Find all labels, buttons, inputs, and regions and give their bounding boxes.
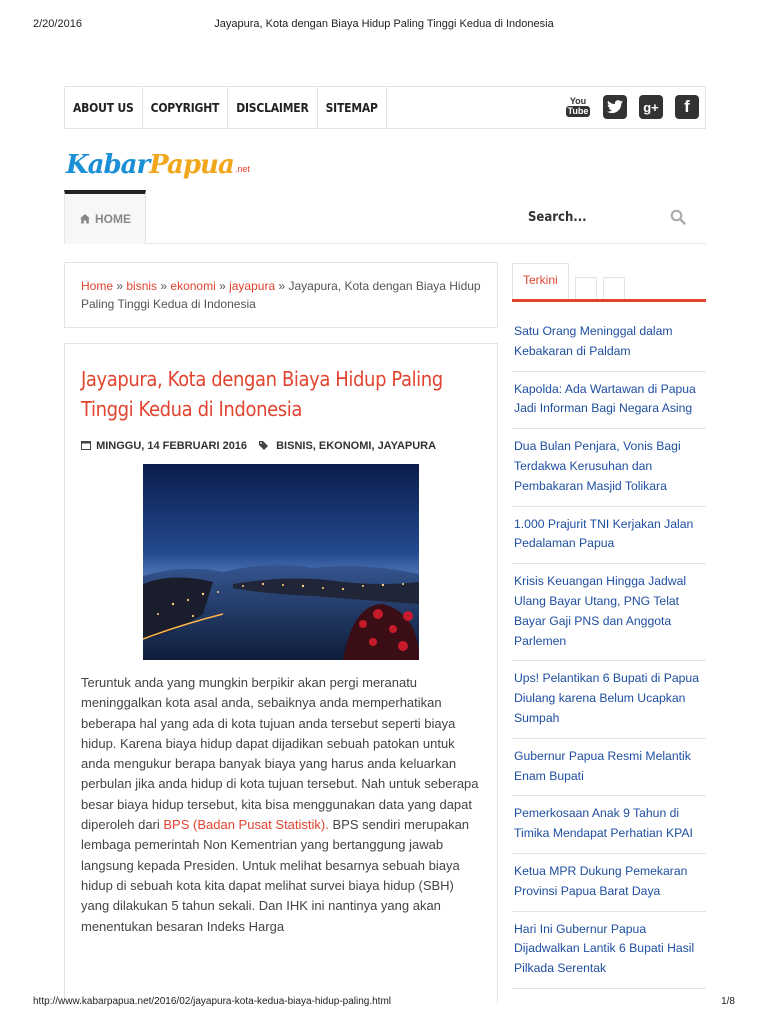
top-bar (64, 86, 706, 129)
tab-empty-1[interactable] (575, 277, 597, 299)
recent-post-item[interactable]: Ketua MPR Dukung Pemekaran Provinsi Papua Barat Daya (512, 854, 706, 912)
breadcrumb-ekonomi[interactable]: ekonomi (170, 279, 216, 293)
sidebar (512, 262, 706, 992)
search-icon[interactable] (670, 209, 686, 225)
article (64, 343, 498, 1003)
sidebar-tabs (512, 262, 706, 302)
print-page-number: 1/8 (721, 996, 735, 1007)
search-input[interactable]: Search... (528, 209, 587, 225)
breadcrumb-current: Jayapura, Kota dengan Biaya Hidup Paling Tinggi Kedua di Indonesia (81, 279, 481, 311)
home-icon (79, 213, 91, 225)
tags-icon (259, 440, 271, 450)
bps-link[interactable]: BPS (Badan Pusat Statistik). (163, 817, 329, 833)
youtube-icon[interactable] (565, 93, 591, 121)
breadcrumb-jayapura[interactable]: jayapura (229, 279, 276, 293)
recent-post-item[interactable]: Pemerkosaan Anak 9 Tahun di Timika Mendapat Perhatian KPAI (512, 796, 706, 854)
nav-copyright[interactable]: COPYRIGHT (143, 87, 229, 128)
article-tags-wrap (259, 440, 436, 452)
breadcrumb-separator: » (275, 279, 289, 293)
article-body-part2: BPS sendiri merupakan lembaga pemerintah Non Kementrian yang bertanggung jawab langsung kepada Presiden. Untuk melihat besarnya sebuah biaya hidup di sebuah kota kita dapat melihat survei biaya hidup (SBH) yang dilakukan 5 tahun sekali. Dan IHK ini nantinya yang akan menentukan besaran Indeks Harga (81, 817, 470, 934)
home-label: HOME (95, 212, 131, 226)
article-date: MINGGU, 14 FEBRUARI 2016 (96, 440, 248, 452)
article-body-part1: Teruntuk anda yang mungkin berpikir akan pergi meranatu meninggalkan kota asal anda, sebaiknya anda memperhatikan beberapa hal yang ada di kota tujuan anda tersebut seperti biaya hidup. Karena biaya hidup dapat dijadikan sebuah patokan untuk anda mengukur berapa banyak biaya yang harus anda keluarkan perbulan jika anda hidup di kota tujuan tersebut. Nah untuk seberapa besar biaya hidup tersebut, kita bisa menggunakan data yang dapat diperoleh dari (81, 675, 479, 833)
article-tags[interactable]: BISNIS, EKONOMI, JAYAPURA (276, 440, 437, 452)
recent-post-item[interactable]: Dua Bulan Penjara, Vonis Bagi Terdakwa Kerusuhan dan Pembakaran Masjid Tolikara (512, 429, 706, 506)
breadcrumb (64, 262, 498, 328)
recent-post-item[interactable]: Hari Ini Gubernur Papua Dijadwalkan Lantik 6 Bupati Hasil Pilkada Serentak (512, 912, 706, 989)
calendar-icon (81, 440, 91, 450)
recent-posts-list (512, 302, 706, 989)
nav-sitemap[interactable]: SITEMAP (318, 87, 387, 128)
tab-terkini[interactable]: Terkini (512, 263, 569, 299)
article-meta (81, 440, 481, 452)
recent-post-item[interactable]: Kapolda: Ada Wartawan di Papua Jadi Informan Bagi Negara Asing (512, 372, 706, 430)
recent-post-item[interactable]: Satu Orang Meninggal dalam Kebakaran di Paldam (512, 314, 706, 372)
nav-about-us[interactable]: ABOUT US (65, 87, 143, 128)
tab-empty-2[interactable] (603, 277, 625, 299)
breadcrumb-separator: » (157, 279, 171, 293)
social-links (565, 93, 699, 121)
breadcrumb-bisnis[interactable]: bisnis (126, 279, 158, 293)
facebook-icon[interactable]: f (675, 95, 699, 119)
breadcrumb-home[interactable]: Home (81, 279, 114, 293)
article-body (81, 673, 481, 937)
main-nav (64, 190, 706, 244)
googleplus-icon[interactable]: g+ (639, 95, 663, 119)
print-url: http://www.kabarpapua.net/2016/02/jayapura-kota-kedua-biaya-hidup-paling.html (33, 996, 392, 1007)
recent-post-item[interactable]: Ups! Pelantikan 6 Bupati di Papua Diulang karena Belum Ucapkan Sumpah (512, 661, 706, 738)
article-image (143, 464, 419, 660)
print-date: 2/20/2016 (33, 18, 82, 30)
nav-disclaimer[interactable]: DISCLAIMER (228, 87, 317, 128)
site-logo[interactable] (66, 140, 250, 180)
logo-kabar: Kabar (66, 150, 150, 180)
search-box[interactable] (516, 190, 706, 244)
breadcrumb-separator: » (113, 279, 127, 293)
twitter-icon[interactable] (603, 95, 627, 119)
logo-net: .net (234, 164, 250, 174)
article-date-wrap (81, 440, 247, 452)
logo-papua: Papua (149, 150, 234, 180)
article-title: Jayapura, Kota dengan Biaya Hidup Paling Tinggi Kedua di Indonesia (81, 367, 443, 421)
print-title: Jayapura, Kota dengan Biaya Hidup Paling Tinggi Kedua di Indonesia (214, 18, 554, 30)
youtube-label-bottom: Tube (567, 106, 589, 116)
print-header (0, 0, 768, 50)
breadcrumb-separator: » (215, 279, 230, 293)
recent-post-item[interactable]: Krisis Keuangan Hingga Jadwal Ulang Bayar Utang, PNG Telat Bayar Gaji PNS dan Anggota Parlemen (512, 564, 706, 661)
youtube-label-top: You (569, 96, 587, 106)
home-tab[interactable] (64, 190, 146, 244)
recent-post-item[interactable]: Gubernur Papua Resmi Melantik Enam Bupati (512, 739, 706, 797)
recent-post-item[interactable]: 1.000 Prajurit TNI Kerjakan Jalan Pedalaman Papua (512, 507, 706, 565)
